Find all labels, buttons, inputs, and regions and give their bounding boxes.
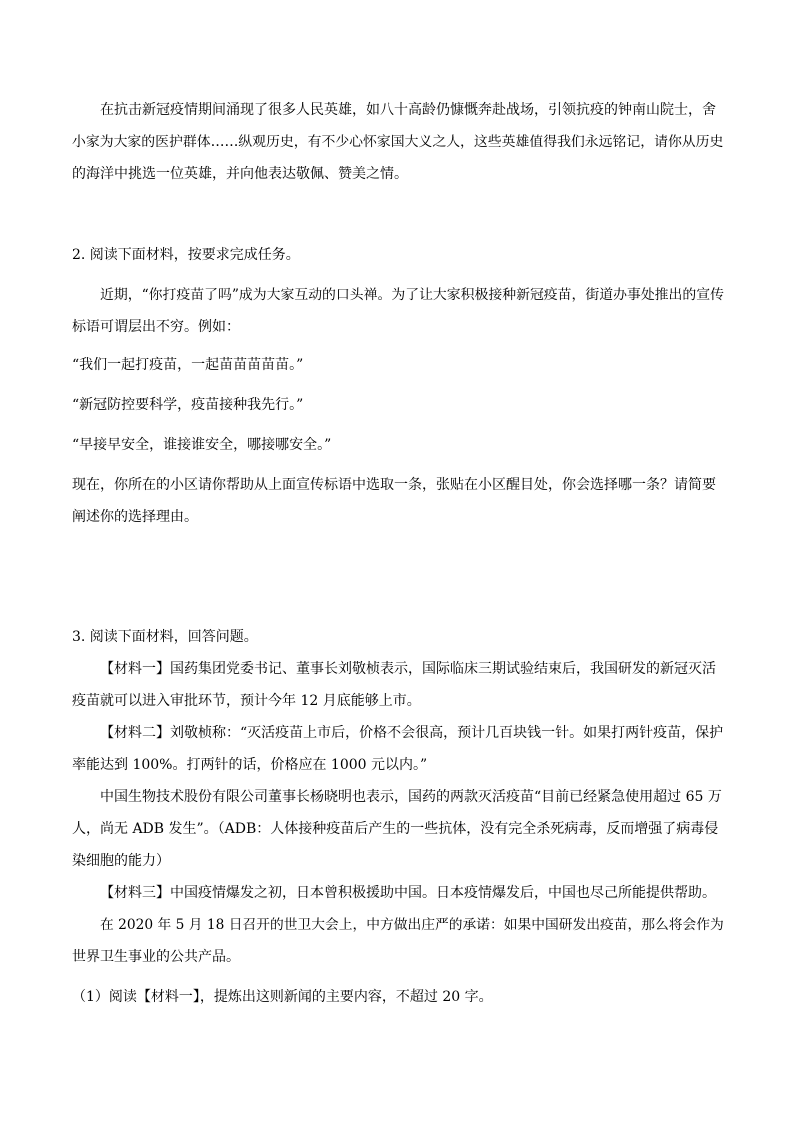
- task-text: 阐述你的选择理由。: [72, 509, 198, 525]
- material-paragraph: 标语可谓层出不穷。例如：: [72, 319, 240, 335]
- material-one: 疫苗就可以进入审批环节，预计今年 12 月底能够上市。: [72, 693, 421, 709]
- material-paragraph: 近期，“你打疫苗了吗”成为大家互动的口头禅。为了让大家积极接种新冠疫苗，街道办事处推出的宣传: [100, 287, 724, 303]
- material-three-extra: 在 2020 年 5 月 18 日召开的世卫大会上，中方做出庄严的承诺：如果中国研发出疫苗，那么将会作为: [100, 917, 724, 933]
- material-two: 率能达到 100%。打两针的话，价格应在 1000 元以内。”: [72, 757, 428, 773]
- material-two: 【材料二】刘敬桢称：“灭活疫苗上市后，价格不会很高，预计几百块钱一针。如果打两针疫苗，保护: [100, 725, 724, 741]
- material-one: 【材料一】国药集团党委书记、董事长刘敬桢表示，国际临床三期试验结束后，我国研发的新冠灭活: [100, 661, 716, 677]
- material-three-extra: 世界卫生事业的公共产品。: [72, 949, 240, 965]
- material-two-extra: 人，尚无 ADB 发生”。（ADB：人体接种疫苗后产生的一些抗体，没有完全杀死病毒，反而增强了病毒侵: [72, 821, 719, 837]
- intro-line: 的海洋中挑选一位英雄，并向他表达敬佩、赞美之情。: [72, 166, 408, 182]
- sub-question-1: （1）阅读【材料一】，提炼出这则新闻的主要内容，不超过 20 字。: [72, 989, 493, 1005]
- material-three: 【材料三】中国疫情爆发之初，日本曾积极援助中国。日本疫情爆发后，中国也尽己所能提供帮助。: [100, 885, 716, 901]
- intro-line: 小家为大家的医护群体……纵观历史，有不少心怀家国大义之人，这些英雄值得我们永远铭记，请你从历史: [72, 134, 724, 150]
- intro-line: 在抗击新冠疫情期间涌现了很多人民英雄，如八十高龄仍慷慨奔赴战场，引领抗疫的钟南山院士，舍: [100, 102, 716, 118]
- question-heading: 2. 阅读下面材料，按要求完成任务。: [72, 247, 300, 263]
- material-two-extra: 中国生物技术股份有限公司董事长杨晓明也表示，国药的两款灭活疫苗“目前已经紧急使用超过 65 万: [100, 789, 722, 805]
- slogan: “新冠防控要科学，疫苗接种我先行。”: [72, 397, 304, 413]
- task-text: 现在，你所在的小区请你帮助从上面宣传标语中选取一条，张贴在小区醒目处，你会选择哪一条？请简要: [72, 477, 716, 493]
- question-heading: 3. 阅读下面材料，回答问题。: [72, 629, 258, 645]
- material-two-extra: 染细胞的能力）: [72, 853, 170, 869]
- slogan: “我们一起打疫苗，一起苗苗苗苗苗。”: [72, 357, 304, 373]
- slogan: “早接早安全，谁接谁安全，哪接哪安全。”: [72, 437, 332, 453]
